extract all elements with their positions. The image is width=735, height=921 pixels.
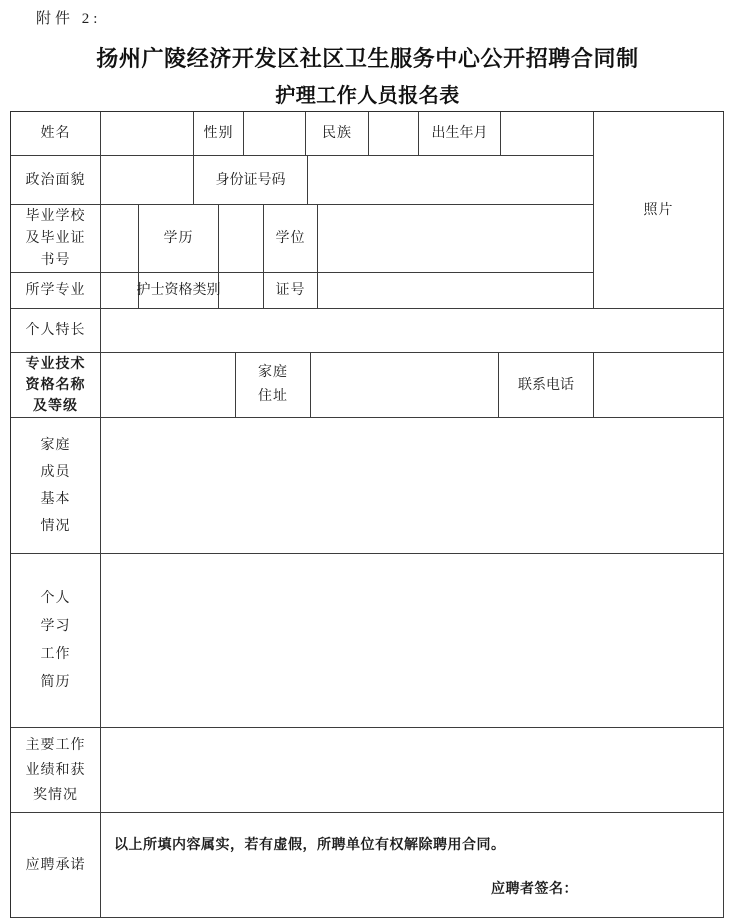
nurse-cert-type-label: 护士资格类别 xyxy=(139,273,219,309)
resume-field[interactable] xyxy=(101,554,724,728)
achievements-label: 主要工作业绩和获奖情况 xyxy=(11,728,101,813)
applicant-signature-label[interactable]: 应聘者签名： xyxy=(491,882,578,897)
ethnicity-field[interactable] xyxy=(369,112,419,156)
prof-qualification-field[interactable] xyxy=(101,353,236,418)
attachment-label: 附件 2: xyxy=(36,11,102,27)
name-field[interactable] xyxy=(101,112,194,156)
family-members-field[interactable] xyxy=(101,418,724,554)
school-field[interactable] xyxy=(101,205,139,273)
ethnicity-label: 民族 xyxy=(306,112,369,156)
commitment-label: 应聘承诺 xyxy=(11,813,101,918)
home-address-label: 家庭住址 xyxy=(236,353,311,418)
achievements-field[interactable] xyxy=(101,728,724,813)
birth-date-label: 出生年月 xyxy=(419,112,501,156)
phone-field[interactable] xyxy=(594,353,724,418)
degree-label: 学位 xyxy=(264,205,318,273)
nurse-cert-type-field[interactable] xyxy=(219,273,264,309)
phone-label: 联系电话 xyxy=(499,353,594,418)
political-status-label: 政治面貌 xyxy=(11,156,101,205)
cert-number-label: 证号 xyxy=(264,273,318,309)
form-table xyxy=(10,111,724,918)
id-number-field[interactable] xyxy=(308,156,594,205)
prof-qualification-label: 专业技术资格名称及等级 xyxy=(11,353,101,418)
degree-field[interactable] xyxy=(318,205,594,273)
personal-specialty-label: 个人特长 xyxy=(11,309,101,353)
major-label: 所学专业 xyxy=(11,273,101,309)
commitment-field[interactable] xyxy=(101,813,724,918)
major-field[interactable] xyxy=(101,273,139,309)
commitment-statement: 以上所填内容属实，若有虚假，所聘单位有权解除聘用合同。 xyxy=(114,838,506,853)
form-title-line1: 扬州广陵经济开发区社区卫生服务中心公开招聘合同制 xyxy=(96,46,639,71)
name-label: 姓名 xyxy=(11,112,101,156)
gender-field[interactable] xyxy=(244,112,306,156)
photo-cell[interactable]: 照片 xyxy=(594,112,724,309)
gender-label: 性别 xyxy=(194,112,244,156)
form-title-line2: 护理工作人员报名表 xyxy=(275,85,460,107)
birth-date-field[interactable] xyxy=(501,112,594,156)
school-label: 毕业学校及毕业证书号 xyxy=(11,205,101,273)
education-field[interactable] xyxy=(219,205,264,273)
education-label: 学历 xyxy=(139,205,219,273)
cert-number-field[interactable] xyxy=(318,273,594,309)
family-members-label: 家庭成员基本情况 xyxy=(11,418,101,554)
home-address-field[interactable] xyxy=(311,353,499,418)
personal-specialty-field[interactable] xyxy=(101,309,724,353)
id-number-label: 身份证号码 xyxy=(194,156,308,205)
political-status-field[interactable] xyxy=(101,156,194,205)
resume-label: 个人学习工作简历 xyxy=(11,554,101,728)
